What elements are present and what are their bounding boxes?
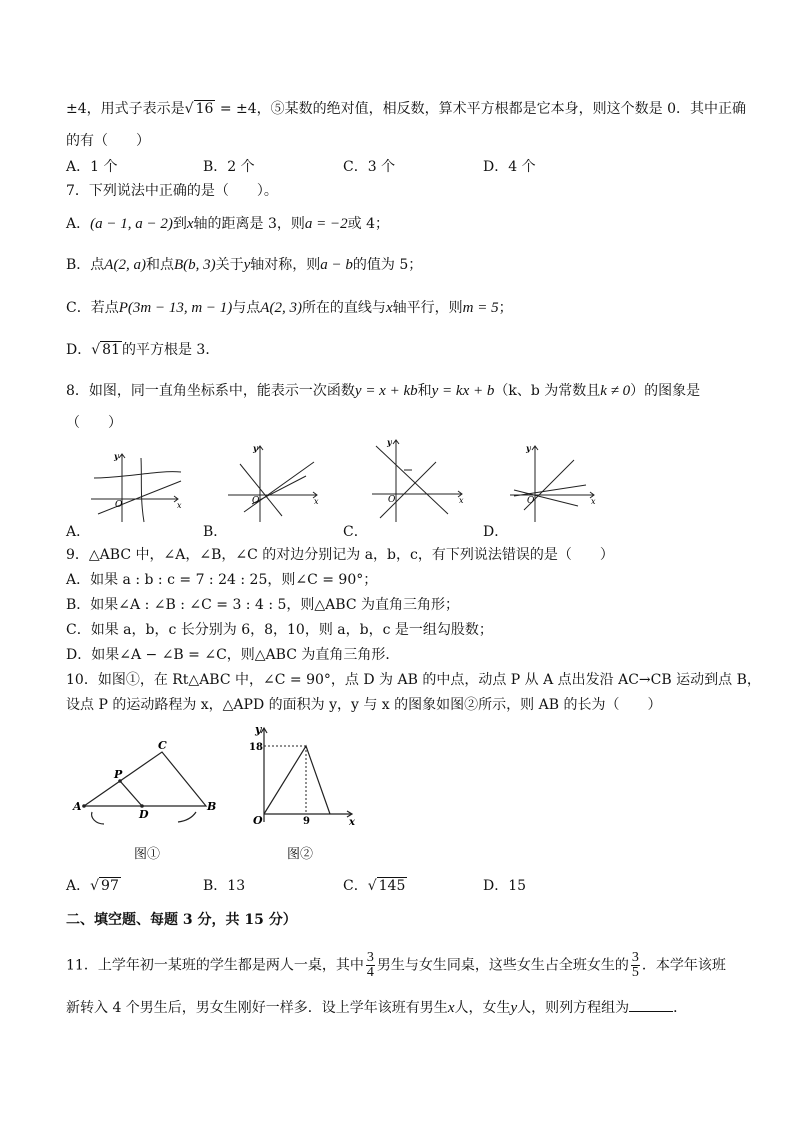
q9-option-b[interactable]: B．如果∠A : ∠B : ∠C = 3 : 4 : 5，则△ABC 为直角三角形； bbox=[66, 597, 459, 613]
svg-text:x: x bbox=[314, 497, 319, 506]
svg-text:y: y bbox=[387, 437, 392, 447]
q9-option-a[interactable]: A．如果 a : b : c = 7 : 24 : 25，则∠C = 90°； bbox=[66, 572, 378, 588]
q6-option-d[interactable]: D．4 个 bbox=[483, 159, 536, 175]
q8-option-d[interactable]: D． bbox=[483, 524, 509, 540]
svg-text:O: O bbox=[388, 495, 396, 505]
q8-graph-d bbox=[506, 440, 598, 524]
q7-stem: 7．下列说法中正确的是（ ）。 bbox=[66, 183, 278, 199]
q10-line2: 设点 P 的运动路程为 x，△APD 的面积为 y，y 与 x 的图象如图②所示，则 AB 的长为（ ） bbox=[66, 697, 662, 713]
q6-sqrt-radicand: 16 bbox=[195, 101, 214, 117]
q6-option-b[interactable]: B．2 个 bbox=[203, 159, 255, 175]
q8-stem: 8．如图，同一直角坐标系中，能表示一次函数y = x + kb和y = kx + b（k、b 为常数且k ≠ 0）的图象是 bbox=[66, 383, 701, 399]
q8-graph-a bbox=[86, 448, 186, 524]
q9-stem: 9．△ABC 中，∠A，∠B，∠C 的对边分别记为 a，b，c，有下列说法错误的是（ ） bbox=[66, 547, 614, 563]
svg-text:O: O bbox=[253, 814, 263, 827]
q8-graph-c bbox=[366, 434, 468, 524]
svg-text:B: B bbox=[207, 800, 217, 813]
q6-option-c[interactable]: C．3 个 bbox=[343, 159, 396, 175]
q6-line2: 的有（ ） bbox=[66, 133, 150, 149]
sqrt-sign: √ bbox=[91, 342, 101, 358]
svg-text:D: D bbox=[139, 808, 149, 821]
svg-text:y: y bbox=[114, 451, 119, 461]
svg-text:18: 18 bbox=[249, 742, 263, 753]
graph-line-1 bbox=[240, 464, 282, 516]
q10-option-b[interactable]: B．13 bbox=[203, 878, 246, 894]
graph-line-1 bbox=[94, 472, 181, 478]
segment-pd bbox=[120, 781, 142, 806]
q10-figure-2 bbox=[246, 724, 358, 830]
fraction-3-4: $\frac{3}{4}$ bbox=[366, 950, 374, 980]
q9-option-d[interactable]: D．如果∠A − ∠B = ∠C，则△ABC 为直角三角形． bbox=[66, 647, 400, 663]
graph-polyline bbox=[264, 746, 330, 814]
q9-option-c[interactable]: C．如果 a，b，c 长分别为 6，8，10，则 a，b，c 是一组勾股数； bbox=[66, 622, 493, 638]
svg-text:O: O bbox=[252, 496, 260, 506]
sqrt-sign: √ bbox=[367, 878, 377, 894]
svg-text:x: x bbox=[591, 497, 596, 506]
graph-line-3 bbox=[141, 458, 144, 522]
q10-line1: 10．如图①，在 Rt△ABC 中，∠C = 90°，点 D 为 AB 的中点，动点 P 从 A 点出发沿 AC→CB 运动到点 B， bbox=[66, 672, 761, 688]
sqrt-sign: √ bbox=[90, 878, 100, 894]
q10-figure-1 bbox=[70, 738, 222, 828]
svg-text:C: C bbox=[158, 739, 167, 752]
q10-option-c[interactable]: C．√ 145 bbox=[343, 878, 406, 894]
graph-line-1 bbox=[514, 490, 578, 506]
q8-option-b[interactable]: B． bbox=[203, 524, 228, 540]
fraction-3-5: $\frac{3}{5}$ bbox=[631, 950, 639, 980]
q8-graph-b bbox=[222, 440, 322, 524]
q7-option-d[interactable]: D．√ 81 的平方根是 3． bbox=[66, 342, 220, 358]
q7-option-c[interactable]: C．若点P(3m − 13, m − 1)与点A(2, 3)所在的直线与x轴平行，则m = 5； bbox=[66, 300, 513, 316]
svg-text:9: 9 bbox=[303, 816, 310, 827]
svg-text:y: y bbox=[253, 443, 258, 453]
q10-option-d[interactable]: D．15 bbox=[483, 878, 527, 894]
answer-blank[interactable] bbox=[629, 997, 673, 1012]
svg-text:O: O bbox=[115, 500, 123, 510]
svg-text:y: y bbox=[526, 443, 531, 453]
graph-line-3 bbox=[514, 485, 586, 496]
triangle-abc bbox=[84, 752, 206, 806]
q6-line1: ±4，用式子表示是√ 16 = ±4，⑤某数的绝对值，相反数，算术平方根都是它本身，则这个数是 0．其中正确 bbox=[66, 101, 747, 117]
svg-text:y: y bbox=[255, 724, 262, 736]
graph-line-2 bbox=[98, 481, 181, 514]
svg-text:x: x bbox=[177, 501, 182, 510]
q8-option-a[interactable]: A． bbox=[66, 524, 91, 540]
q8-option-c[interactable]: C． bbox=[343, 524, 368, 540]
svg-text:x: x bbox=[349, 817, 355, 828]
svg-text:O: O bbox=[527, 496, 535, 506]
section-title: 二、填空题、每题 3 分，共 15 分） bbox=[66, 912, 297, 928]
q7-option-b[interactable]: B．点A(2, a)和点B(b, 3)关于y轴对称，则a − b的值为 5； bbox=[66, 257, 423, 273]
svg-text:A: A bbox=[73, 800, 82, 813]
q10-option-a[interactable]: A．√ 97 bbox=[66, 878, 119, 894]
svg-text:x: x bbox=[459, 496, 464, 505]
svg-text:P: P bbox=[114, 768, 123, 781]
sqrt-sign: √ bbox=[184, 101, 194, 117]
q10-figure-2-caption: 图② bbox=[287, 847, 314, 862]
q6-option-a[interactable]: A．1 个 bbox=[66, 159, 118, 175]
q7-option-a[interactable]: A．(a − 1, a − 2)到x轴的距离是 3，则a = −2或 4； bbox=[66, 216, 389, 232]
q10-figure-1-caption: 图① bbox=[134, 847, 161, 862]
q11-line1: 11．上学年初一某班的学生都是两人一桌，其中 $\frac{3}{4}$ 男生与女生同桌，这些女生占全班女生的 $\frac{3}{5}$ ．本学年该班 bbox=[66, 950, 726, 980]
q8-answer-paren: （ ） bbox=[66, 415, 122, 431]
graph-line-1 bbox=[376, 446, 448, 514]
q11-line2: 新转入 4 个男生后，男女生刚好一样多．设上学年该班有男生x人，女生y人，则列方程组为 ． bbox=[66, 997, 687, 1018]
